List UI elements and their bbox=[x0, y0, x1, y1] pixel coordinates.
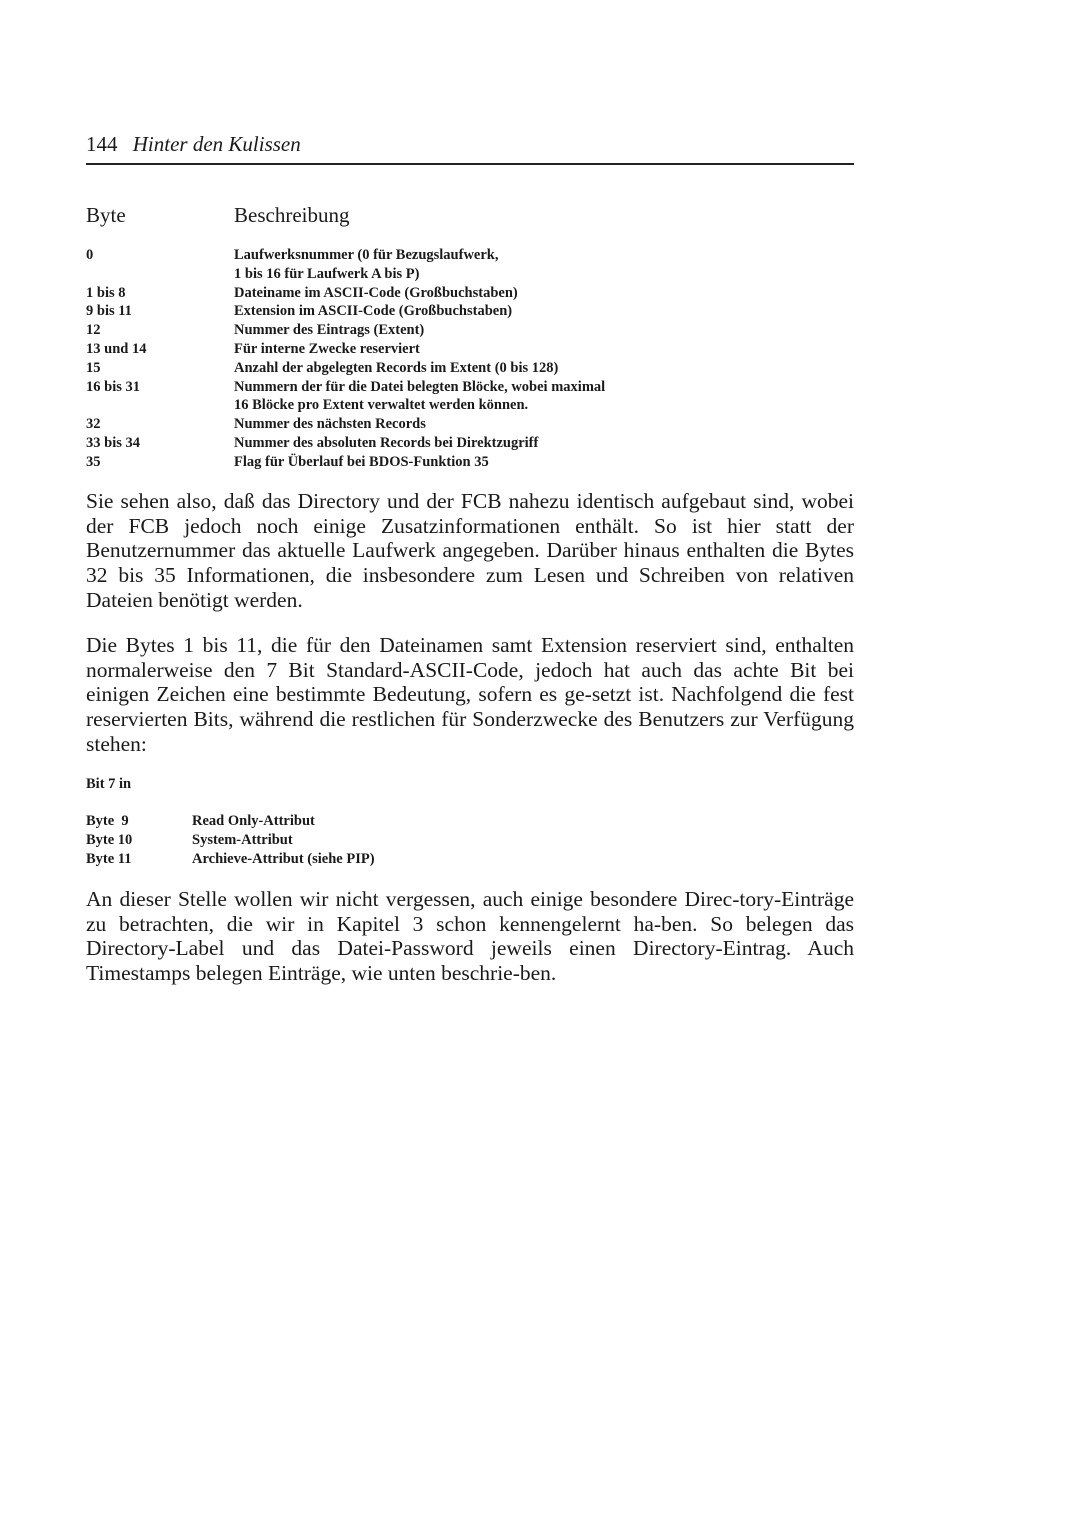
table-row bbox=[86, 359, 854, 378]
header-rule bbox=[86, 163, 854, 165]
table-row bbox=[86, 831, 586, 850]
byte-cell: Byte 10 bbox=[86, 832, 133, 848]
description-cell: Laufwerksnummer (0 für Bezugslaufwerk, 1 bis 16 für Laufwerk A bis P) bbox=[234, 247, 499, 282]
column-header-description: Beschreibung bbox=[234, 203, 350, 227]
byte-cell: 15 bbox=[86, 359, 101, 376]
paragraph: Die Bytes 1 bis 11, die für den Dateinamen samt Extension reserviert sind, enthalten normalerweise den 7 Bit Standard-ASCII-Code, jedoch hat auch das achte Bit bei einigen Zeichen eine bestimmte Bedeutung, sofern es ge-setzt ist. Nachfolgend die fest reservierten Bits, während die restlichen für Sonderzwecke des Benutzers zur Verfügung stehen: bbox=[86, 633, 854, 756]
byte-cell: 13 und 14 bbox=[86, 340, 147, 357]
table-row bbox=[86, 812, 586, 831]
chapter-title: Hinter den Kulissen bbox=[132, 132, 301, 156]
attribute-cell: Read Only-Attribut bbox=[192, 813, 315, 829]
description-cell: Nummer des Eintrags (Extent) bbox=[234, 322, 425, 339]
byte-cell: 32 bbox=[86, 416, 101, 433]
table-row bbox=[86, 340, 854, 359]
table-row bbox=[86, 246, 854, 284]
description-cell: Extension im ASCII-Code (Großbuchstaben) bbox=[234, 303, 513, 320]
attribute-cell: System-Attribut bbox=[192, 832, 293, 848]
table-row bbox=[86, 415, 854, 434]
byte-cell: 12 bbox=[86, 322, 101, 339]
byte-cell: Byte 9 bbox=[86, 813, 129, 829]
paragraph: An dieser Stelle wollen wir nicht vergessen, auch einige besondere Direc-tory-Einträge zu betrachten, die wir in Kapitel 3 schon kennengelernt ha-ben. So belegen das Directory-Label und das Datei-Password jeweils einen Directory-Eintrag. Auch Timestamps belegen Einträge, wie unten beschrie-ben. bbox=[86, 887, 854, 986]
description-cell: Flag für Überlauf bei BDOS-Funktion 35 bbox=[234, 453, 489, 470]
running-head bbox=[86, 130, 854, 158]
table-row bbox=[86, 453, 854, 472]
byte-cell: 35 bbox=[86, 453, 101, 470]
table-row bbox=[86, 321, 854, 340]
description-cell: Nummern der für die Datei belegten Blöcke, wobei maximal 16 Blöcke pro Extent verwaltet werden können. bbox=[234, 378, 606, 414]
column-header-byte: Byte bbox=[86, 203, 126, 227]
table-row bbox=[86, 284, 854, 303]
byte-cell: 33 bis 34 bbox=[86, 434, 140, 451]
description-cell: Nummer des absoluten Records bei Direktzugriff bbox=[234, 434, 539, 451]
description-cell: Für interne Zwecke reserviert bbox=[234, 340, 420, 357]
table-row bbox=[86, 378, 854, 416]
byte-cell: 1 bis 8 bbox=[86, 284, 126, 301]
description-cell: Nummer des nächsten Records bbox=[234, 416, 426, 433]
fcb-table bbox=[86, 246, 854, 472]
bit-table-label: Bit 7 in bbox=[86, 776, 132, 792]
description-cell: Dateiname im ASCII-Code (Großbuchstaben) bbox=[234, 284, 518, 301]
page-number: 144 bbox=[86, 132, 118, 156]
table-row bbox=[86, 302, 854, 321]
attribute-cell: Archieve-Attribut (siehe PIP) bbox=[192, 851, 375, 867]
byte-cell: Byte 11 bbox=[86, 851, 132, 867]
byte-cell: 0 bbox=[86, 247, 94, 263]
byte-cell: 16 bis 31 bbox=[86, 378, 140, 395]
description-cell: Anzahl der abgelegten Records im Extent (0 bis 128) bbox=[234, 359, 559, 376]
byte-cell: 9 bis 11 bbox=[86, 303, 132, 320]
paragraph: Sie sehen also, daß das Directory und der FCB nahezu identisch aufgebaut sind, wobei der FCB jedoch noch einige Zusatzinformationen enthält. So ist hier statt der Benutzernummer das aktuelle Laufwerk angegeben. Darüber hinaus enthalten die Bytes 32 bis 35 Informationen, die insbesondere zum Lesen und Schreiben von relativen Dateien benötigt werden. bbox=[86, 489, 854, 612]
table-row bbox=[86, 850, 586, 869]
bit-attribute-table bbox=[86, 812, 586, 869]
table-row bbox=[86, 434, 854, 453]
